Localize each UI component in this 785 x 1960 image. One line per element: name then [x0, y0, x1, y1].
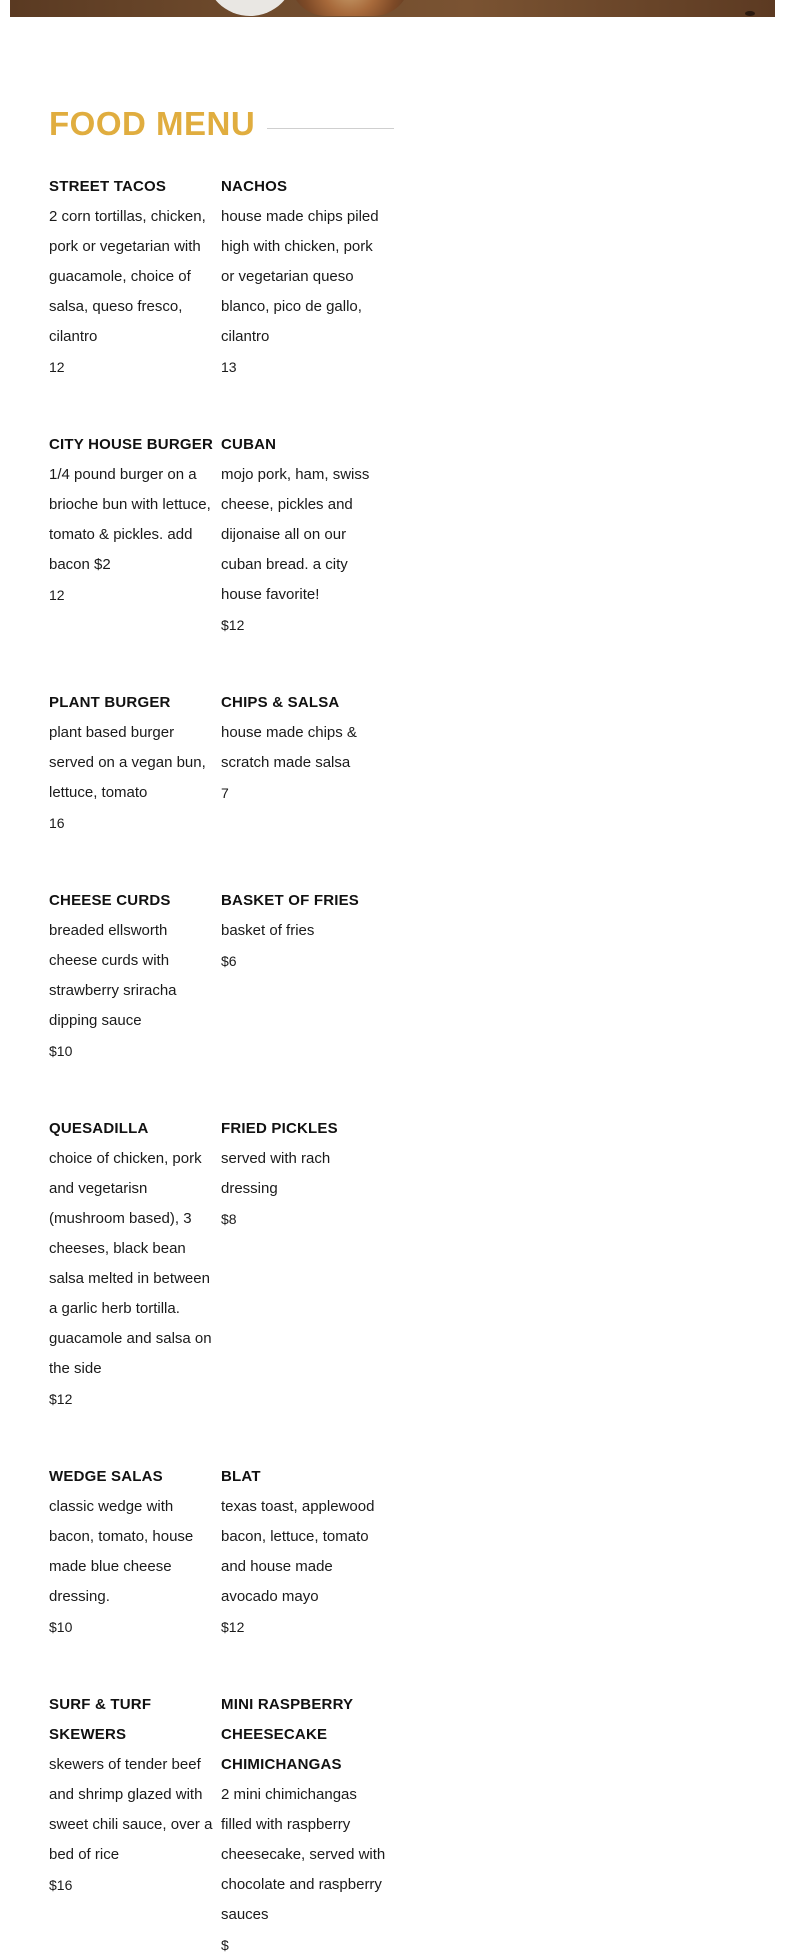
menu-item-name: BASKET OF FRIES — [221, 892, 360, 909]
menu-item-price: $12 — [221, 1619, 245, 1635]
menu-item-name: CHEESE CURDS — [49, 892, 171, 909]
menu-item-price: 7 — [221, 785, 229, 801]
menu-item-price: $ — [221, 1937, 229, 1953]
menu-item-name: SURF & TURF SKEWERS — [49, 1696, 152, 1743]
menu-item-price: $10 — [49, 1043, 73, 1059]
hero-spot — [745, 11, 755, 16]
menu-item — [49, 1690, 221, 1960]
menu-item-price: $6 — [221, 953, 237, 969]
menu-heading — [49, 103, 394, 145]
menu-item-name: STREET TACOS — [49, 178, 167, 195]
menu-item-price: $16 — [49, 1877, 73, 1893]
menu-item-description: 1/4 pound burger on a brioche bun with lettuce, tomato & pickles. add bacon $2 — [49, 466, 211, 573]
menu-item-description: choice of chicken, pork and vegetarisn (mushroom based), 3 cheeses, black bean salsa melted in between a garlic herb tortilla. guacamole and salsa on the side — [49, 1150, 212, 1377]
menu-item-description: mojo pork, ham, swiss cheese, pickles and dijonaise all on our cuban bread. a city house favorite! — [221, 466, 370, 603]
menu-item — [221, 688, 394, 838]
menu-item-name: BLAT — [221, 1468, 261, 1485]
menu-item-name: CUBAN — [221, 436, 277, 453]
menu-item-description: plant based burger served on a vegan bun, lettuce, tomato — [49, 724, 206, 801]
menu-item-description: house made chips piled high with chicken, pork or vegetarian queso blanco, pico de gallo, cilantro — [221, 208, 379, 345]
menu-item-description: texas toast, applewood bacon, lettuce, tomato and house made avocado mayo — [221, 1498, 375, 1605]
menu-item-description: served with rach dressing — [221, 1150, 331, 1197]
menu-item-description: 2 corn tortillas, chicken, pork or vegetarian with guacamole, choice of salsa, queso fresco, cilantro — [49, 208, 206, 345]
hero-image — [10, 0, 775, 17]
menu-item-name: WEDGE SALAS — [49, 1468, 163, 1485]
menu-item-description: breaded ellsworth cheese curds with strawberry sriracha dipping sauce — [49, 922, 177, 1029]
menu-item — [221, 1462, 394, 1642]
menu-items — [49, 172, 394, 1960]
page-title: FOOD MENU — [49, 105, 256, 142]
menu-item-name: CHIPS & SALSA — [221, 694, 340, 711]
menu-item-description: skewers of tender beef and shrimp glazed with sweet chili sauce, over a bed of rice — [49, 1756, 213, 1863]
menu-item-price: $12 — [49, 1391, 73, 1407]
menu-item-price: 16 — [49, 815, 65, 831]
menu-item — [221, 1114, 394, 1414]
menu-item-price: 12 — [49, 359, 65, 375]
menu-item — [49, 688, 221, 838]
menu-item-name: FRIED PICKLES — [221, 1120, 338, 1137]
menu-item-price: 12 — [49, 587, 65, 603]
menu-item-name: QUESADILLA — [49, 1120, 149, 1137]
hero-plate — [205, 0, 295, 16]
menu-item — [221, 886, 394, 1066]
menu-item-name: NACHOS — [221, 178, 288, 195]
menu-item-name: CITY HOUSE BURGER — [49, 436, 213, 453]
row-spacer — [49, 1414, 394, 1462]
menu-item-description: classic wedge with bacon, tomato, house made blue cheese dressing. — [49, 1498, 194, 1605]
row-spacer — [49, 1066, 394, 1114]
menu-item — [49, 172, 221, 382]
menu-item-price: $10 — [49, 1619, 73, 1635]
row-spacer — [49, 382, 394, 430]
menu-item — [49, 430, 221, 640]
row-spacer — [49, 1642, 394, 1690]
menu-item-name: MINI RASPBERRY CHEESECAKE CHIMICHANGAS — [221, 1696, 353, 1773]
menu-item — [49, 1114, 221, 1414]
menu-item-description: house made chips & scratch made salsa — [221, 724, 357, 771]
menu-item — [49, 1462, 221, 1642]
menu-item — [221, 430, 394, 640]
hero-dish — [290, 0, 410, 16]
menu-item-price: $8 — [221, 1211, 237, 1227]
menu-item-price: 13 — [221, 359, 237, 375]
menu-item-description: 2 mini chimichangas filled with raspberry cheesecake, served with chocolate and raspberry sauces — [221, 1786, 386, 1923]
heading-divider — [267, 128, 394, 129]
menu-item-description: basket of fries — [221, 922, 315, 939]
menu-item — [221, 1690, 394, 1960]
menu-item-name: PLANT BURGER — [49, 694, 171, 711]
menu-item — [221, 172, 394, 382]
row-spacer — [49, 838, 394, 886]
row-spacer — [49, 640, 394, 688]
menu-item-price: $12 — [221, 617, 245, 633]
menu-item — [49, 886, 221, 1066]
